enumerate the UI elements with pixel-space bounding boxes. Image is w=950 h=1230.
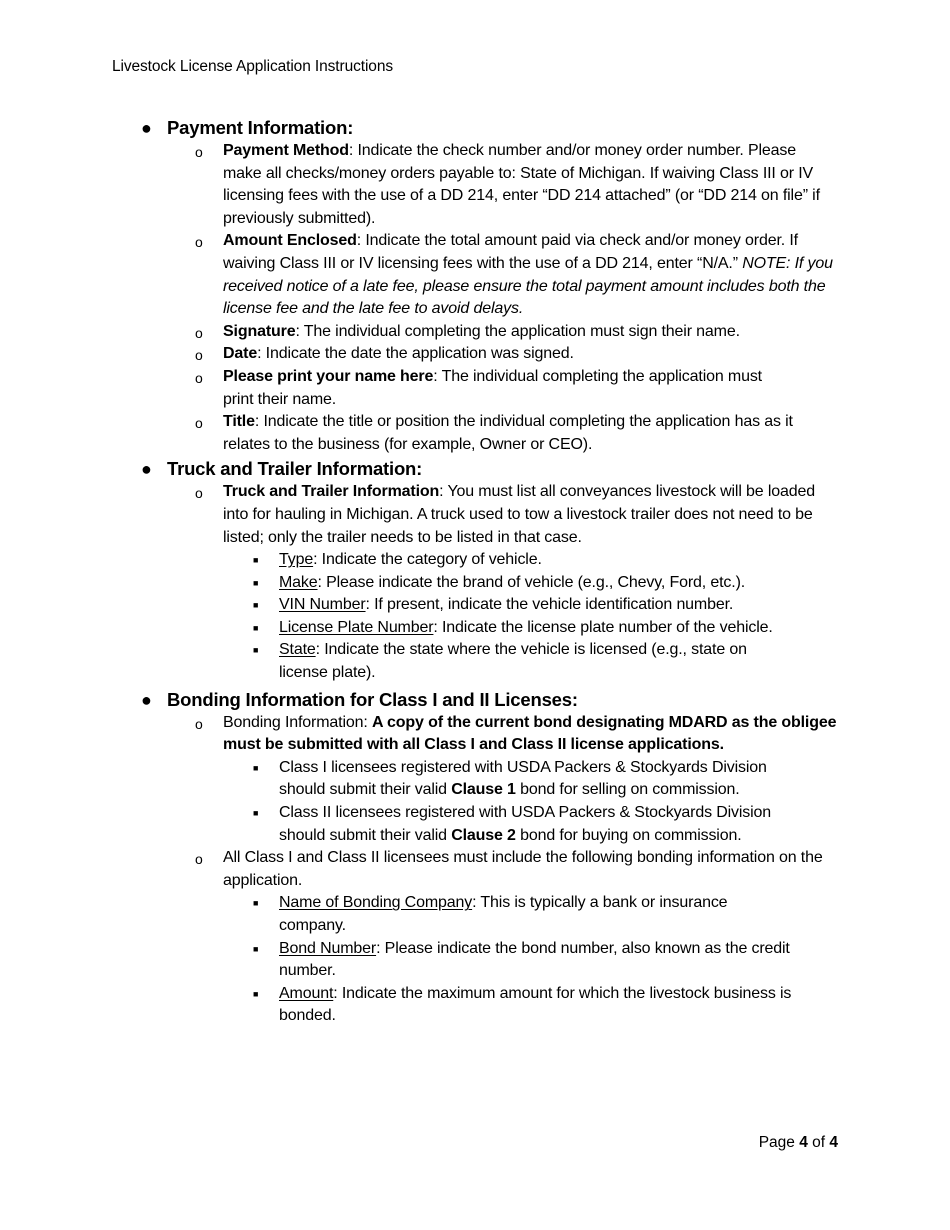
square-bullet-icon: ■ bbox=[253, 808, 259, 819]
circle-bullet-icon: o bbox=[195, 324, 203, 341]
circle-bullet-icon: o bbox=[195, 485, 203, 502]
circle-bullet-icon: o bbox=[195, 415, 203, 432]
bullet-icon: ● bbox=[141, 118, 152, 138]
term: Amount bbox=[279, 984, 334, 1002]
description: All Class I and Class II licensees must include the following bonding information on the application. bbox=[223, 849, 823, 889]
term: License Plate Number bbox=[279, 618, 434, 636]
section-bonding bbox=[0, 688, 950, 712]
section-truck-trailer bbox=[0, 457, 950, 481]
description: : Please indicate the brand of vehicle (e.g., Chevy, Ford, etc.). bbox=[317, 573, 746, 591]
square-bullet-icon: ■ bbox=[253, 988, 259, 999]
list-item-all-licensees bbox=[0, 847, 838, 892]
description: : The individual completing the application must print their name. bbox=[223, 367, 762, 408]
list-item-title bbox=[0, 411, 838, 456]
list-item-amount-enclosed bbox=[0, 230, 838, 320]
circle-bullet-icon: o bbox=[195, 234, 203, 251]
lead-text: Bonding Information: bbox=[223, 713, 372, 731]
description: bond for buying on commission. bbox=[515, 826, 742, 844]
list-item-signature bbox=[0, 321, 838, 344]
square-bullet-icon: ■ bbox=[253, 762, 259, 773]
section-payment bbox=[0, 116, 950, 140]
list-item-vin bbox=[0, 594, 839, 617]
list-item-payment-method bbox=[0, 140, 838, 230]
description: : Please indicate the bond number, also known as the credit number. bbox=[279, 939, 790, 980]
page-label: Page bbox=[758, 1134, 800, 1151]
section-heading: Bonding Information for Class I and II Licenses: bbox=[167, 688, 578, 710]
list-item-license-plate bbox=[0, 617, 839, 640]
list-item-type bbox=[0, 549, 839, 572]
list-item-make bbox=[0, 572, 839, 595]
term: Title bbox=[223, 413, 255, 431]
term: Truck and Trailer Information bbox=[223, 483, 440, 501]
term: Payment Method bbox=[223, 142, 349, 159]
page-number bbox=[759, 1134, 838, 1152]
square-bullet-icon: ■ bbox=[253, 555, 259, 566]
square-bullet-icon: ■ bbox=[253, 577, 259, 588]
list-item-bonding-info bbox=[0, 712, 838, 757]
late-fee-note: NOTE: If you received notice of a late fee, please ensure the total payment amount includes both the license fee and the late fee to avoid delays. bbox=[223, 254, 833, 318]
list-item-print-name bbox=[0, 366, 768, 411]
page-header: Livestock License Application Instructions bbox=[112, 58, 393, 75]
term: Type bbox=[279, 551, 314, 569]
description: : The individual completing the application must sign their name. bbox=[295, 322, 740, 340]
list-item-truck-trailer-info bbox=[0, 481, 838, 549]
description: : You must list all conveyances livestock will be loaded into for hauling in Michigan. A truck used to tow a livestock trailer does not need to be listed; only the trailer needs to be listed in that case. bbox=[223, 483, 815, 546]
bond-requirement: A copy of the current bond designating MDARD as the obligee must be submitted with all Class I and Class II license applications. bbox=[223, 713, 837, 754]
list-item-class1 bbox=[0, 757, 804, 802]
description: Class I licensees registered with USDA Packers & Stockyards Division should submit their valid bbox=[279, 758, 767, 799]
list-item-bond-number bbox=[0, 938, 839, 983]
section-heading: Truck and Trailer Information: bbox=[167, 458, 423, 480]
description: : Indicate the date the application was signed. bbox=[257, 345, 574, 363]
bullet-icon: ● bbox=[141, 689, 152, 710]
document-body bbox=[0, 115, 950, 1028]
term: Make bbox=[279, 573, 318, 591]
description: : Indicate the category of vehicle. bbox=[313, 551, 542, 569]
description: bond for selling on commission. bbox=[515, 781, 740, 799]
list-item-bonding-company bbox=[0, 892, 774, 937]
term: Name of Bonding Company bbox=[279, 894, 473, 912]
list-item-class2 bbox=[0, 802, 804, 847]
circle-bullet-icon: o bbox=[195, 369, 203, 386]
description: : Indicate the title or position the individual completing the application has as it relates to the business (for example, Owner or CEO). bbox=[223, 413, 793, 453]
description: : Indicate the maximum amount for which the livestock business is bonded. bbox=[279, 984, 792, 1025]
description: : Indicate the license plate number of the vehicle. bbox=[433, 618, 773, 636]
clause-label: Clause 2 bbox=[451, 826, 516, 844]
clause-label: Clause 1 bbox=[451, 781, 516, 799]
description: : Indicate the check number and/or money order number. Please make all checks/money orders payable to: State of Michigan. If waiving Class III or IV licensing fees with the use of a DD 214, enter “DD 214 attached” (or “DD 214 on file” if previously submitted). bbox=[223, 142, 820, 227]
page-total: 4 bbox=[829, 1134, 838, 1151]
description: : Indicate the state where the vehicle is licensed (e.g., state on license plate). bbox=[279, 641, 747, 682]
term: Bond Number bbox=[279, 939, 377, 957]
term: Signature bbox=[223, 322, 296, 340]
section-heading: Payment Information: bbox=[167, 117, 354, 138]
bullet-icon: ● bbox=[141, 459, 152, 480]
term: Amount Enclosed bbox=[223, 232, 357, 250]
description: : This is typically a bank or insurance company. bbox=[279, 894, 728, 934]
circle-bullet-icon: o bbox=[195, 347, 203, 364]
circle-bullet-icon: o bbox=[195, 144, 203, 160]
description: : If present, indicate the vehicle identification number. bbox=[365, 596, 734, 614]
square-bullet-icon: ■ bbox=[253, 645, 259, 656]
term: State bbox=[279, 641, 316, 659]
term: Please print your name here bbox=[223, 367, 434, 385]
term: VIN Number bbox=[279, 596, 366, 614]
square-bullet-icon: ■ bbox=[253, 600, 259, 611]
list-item-state bbox=[0, 639, 774, 684]
description: Class II licensees registered with USDA Packers & Stockyards Division should submit their valid bbox=[279, 804, 772, 844]
list-item-date bbox=[0, 343, 838, 366]
square-bullet-icon: ■ bbox=[253, 898, 259, 909]
description: : Indicate the total amount paid via check and/or money order. If waiving Class III or IV licensing fees with the use of a DD 214, enter “N/A.” bbox=[223, 232, 798, 272]
square-bullet-icon: ■ bbox=[253, 943, 259, 954]
circle-bullet-icon: o bbox=[195, 851, 203, 868]
term: Date bbox=[223, 345, 258, 363]
of-label: of bbox=[807, 1134, 830, 1151]
list-item-amount bbox=[0, 983, 839, 1028]
page-current: 4 bbox=[799, 1134, 808, 1151]
circle-bullet-icon: o bbox=[195, 715, 203, 732]
square-bullet-icon: ■ bbox=[253, 622, 259, 633]
